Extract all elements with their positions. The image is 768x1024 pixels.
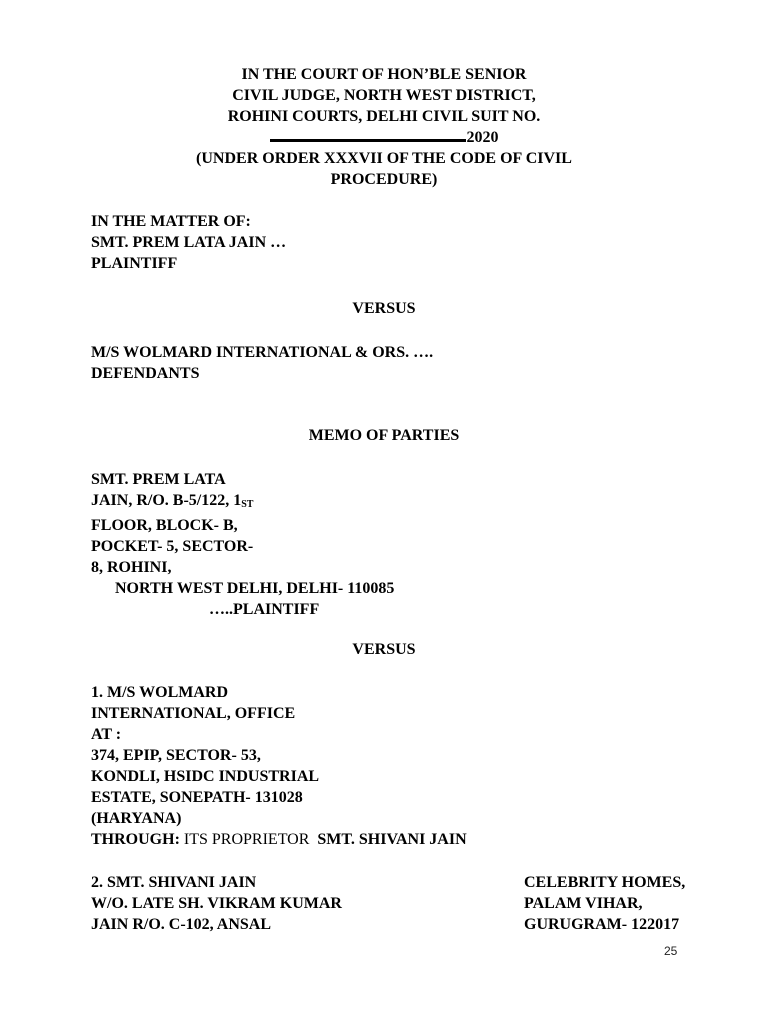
defendant-2-number: 2. <box>91 874 103 891</box>
defendant-2-right-line-3: GURUGRAM- 122017 <box>524 916 680 933</box>
defendant-1-name: M/S WOLMARD <box>103 684 229 701</box>
matter-heading: IN THE MATTER OF: <box>91 213 251 230</box>
defendant-1-number: 1. <box>91 684 103 701</box>
memo-title: MEMO OF PARTIES <box>308 427 460 444</box>
ordinal-suffix: ST <box>241 499 254 510</box>
suit-number-line <box>0 127 768 148</box>
versus-2: VERSUS <box>352 641 416 658</box>
plaintiff-line-4: POCKET- 5, SECTOR- <box>91 538 254 555</box>
plaintiff-line-2 <box>91 490 394 515</box>
defendant-1-block <box>91 682 467 850</box>
through-name: SMT. SHIVANI JAIN <box>317 831 467 848</box>
defendant-1-line-4: 374, EPIP, SECTOR- 53, <box>91 747 261 764</box>
defendant-2-right-line-2: PALAM VIHAR, <box>524 895 643 912</box>
defendant-2-line-2: W/O. LATE SH. VIKRAM KUMAR <box>91 895 342 912</box>
plaintiff-line-3: FLOOR, BLOCK- B, <box>91 517 238 534</box>
defendant-1-line-5: KONDLI, HSIDC INDUSTRIAL <box>91 768 320 785</box>
defendant-2-line-1 <box>91 872 342 893</box>
versus-1: VERSUS <box>352 300 416 317</box>
header-line-3: ROHINI COURTS, DELHI CIVIL SUIT NO. <box>227 108 541 125</box>
defendant-1-line-7: (HARYANA) <box>91 810 182 827</box>
matter-plaintiff-name: SMT. PREM LATA JAIN … <box>91 234 287 251</box>
matter-defendant-role: DEFENDANTS <box>91 365 200 382</box>
matter-block <box>91 211 286 274</box>
through-proprietor: ITS PROPRIETOR <box>179 831 314 848</box>
defendant-2-line-3: JAIN R/O. C-102, ANSAL <box>91 916 272 933</box>
matter-plaintiff-role: PLAINTIFF <box>91 255 178 272</box>
defendant-1-through <box>91 829 467 850</box>
defendant-2-block <box>91 872 342 935</box>
header-line-6: PROCEDURE) <box>330 171 438 188</box>
defendant-2-right-line-1: CELEBRITY HOMES, <box>524 874 686 891</box>
plaintiff-line-5: 8, ROHINI, <box>91 559 172 576</box>
plaintiff-line-6: NORTH WEST DELHI, DELHI- 110085 <box>115 580 395 597</box>
plaintiff-role: …..PLAINTIFF <box>209 601 320 618</box>
header-line-5: (UNDER ORDER XXXVII OF THE CODE OF CIVIL <box>196 150 572 167</box>
defendant-1-line-3: AT : <box>91 726 122 743</box>
header-line-2: CIVIL JUDGE, NORTH WEST DISTRICT, <box>232 87 536 104</box>
matter-defendant-name: M/S WOLMARD INTERNATIONAL & ORS. …. <box>91 344 434 361</box>
defendant-1-line-2: INTERNATIONAL, OFFICE <box>91 705 296 722</box>
defendant-1-line-1 <box>91 682 467 703</box>
plaintiff-address <box>91 469 394 620</box>
suit-number-blank <box>270 127 466 142</box>
court-header <box>0 64 768 190</box>
header-line-1: IN THE COURT OF HON’BLE SENIOR <box>241 66 527 83</box>
page-number: 25 <box>664 944 678 958</box>
plaintiff-line-1: SMT. PREM LATA <box>91 471 226 488</box>
plaintiff-line-2-text: JAIN, R/O. B-5/122, 1 <box>91 492 242 509</box>
suit-year: 2020 <box>466 129 499 146</box>
defendant-2-address-right <box>524 872 685 935</box>
through-label: THROUGH: <box>91 831 180 848</box>
defendant-1-line-6: ESTATE, SONEPATH- 131028 <box>91 789 303 806</box>
defendant-2-name: SMT. SHIVANI JAIN <box>103 874 257 891</box>
matter-defendant-block <box>91 342 433 384</box>
